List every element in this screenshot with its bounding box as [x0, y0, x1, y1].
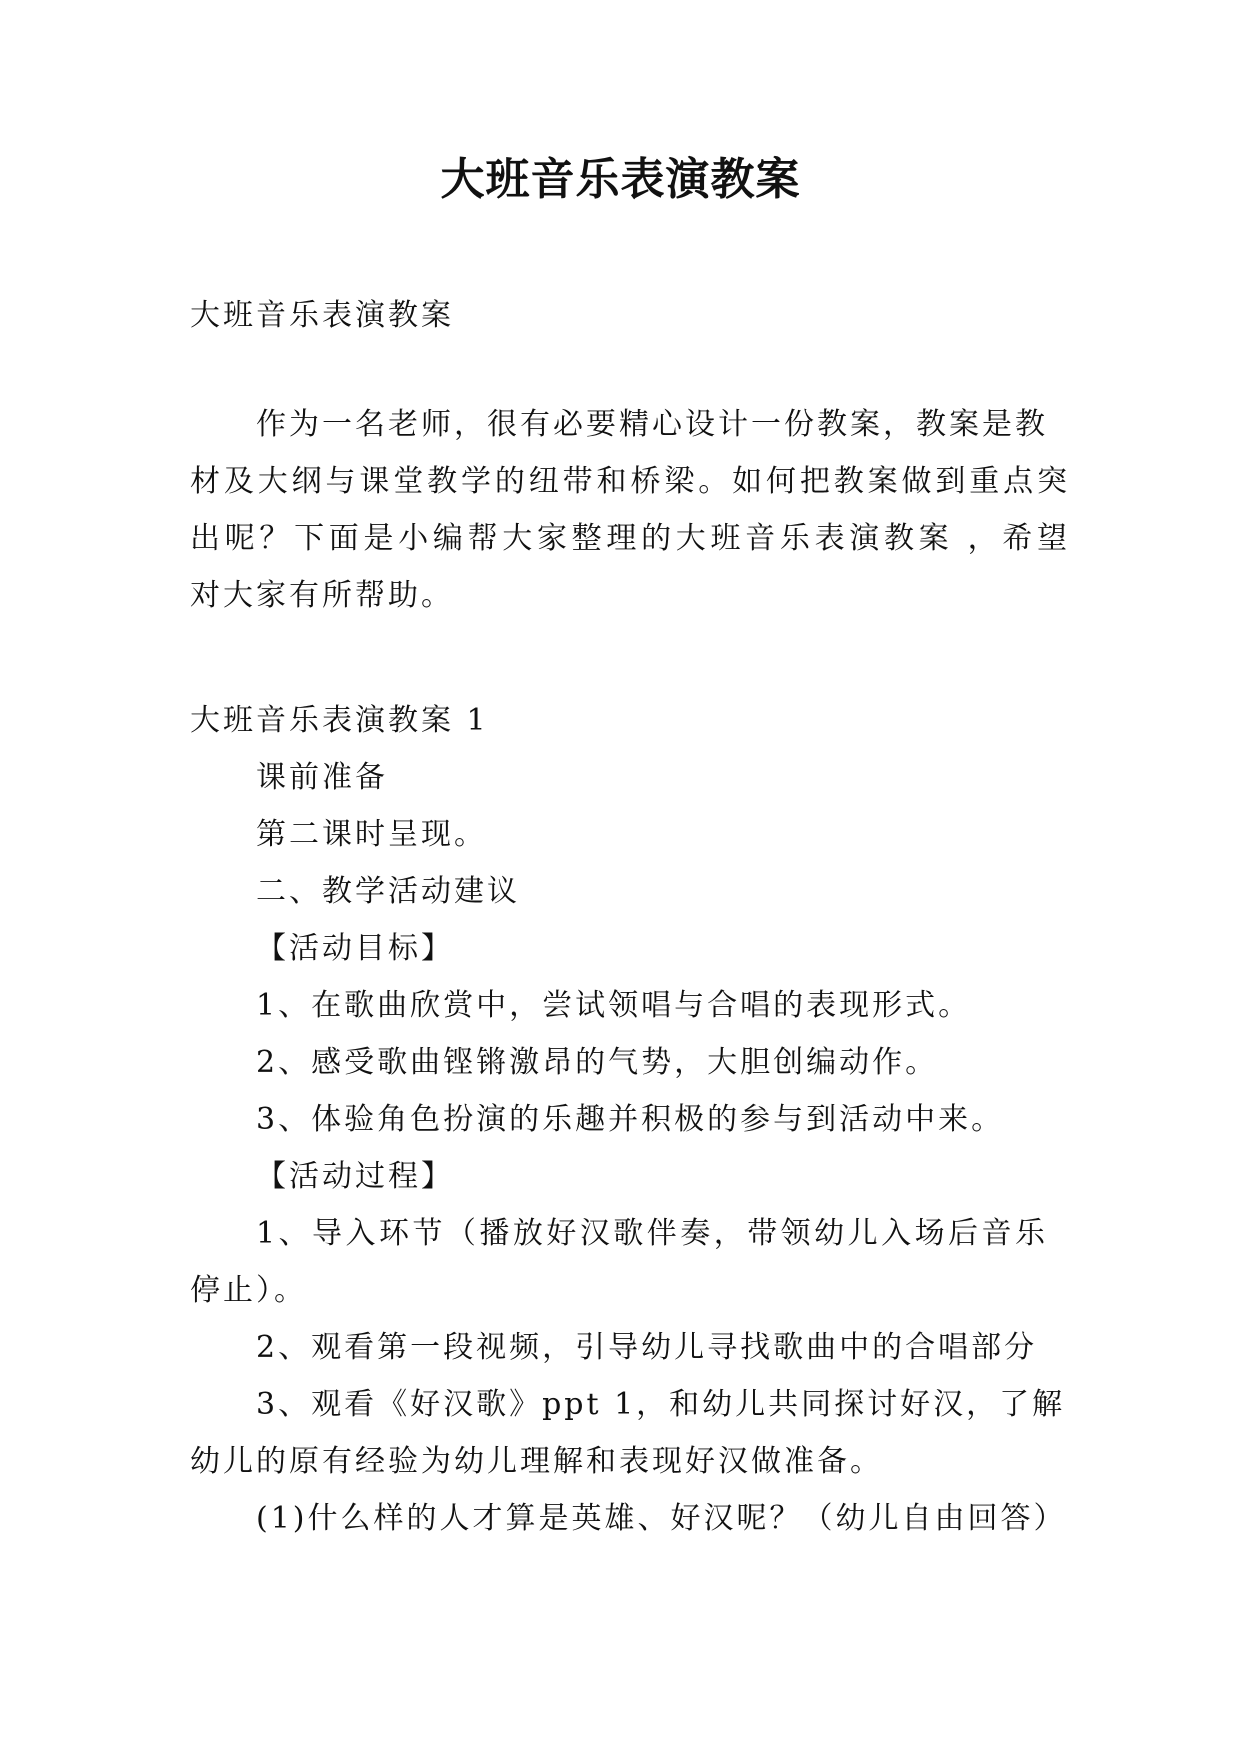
- intro-line: 材及大纲与课堂教学的纽带和桥梁。如何把教案做到重点突: [190, 464, 1070, 499]
- body-line: 3、观看《好汉歌》ppt 1，和幼儿共同探讨好汉，了解: [256, 1387, 1066, 1422]
- intro-line: 作为一名老师，很有必要精心设计一份教案，教案是教: [256, 407, 1048, 442]
- body-line: 2、观看第一段视频，引导幼儿寻找歌曲中的合唱部分: [256, 1330, 1038, 1365]
- body-line: (1)什么样的人才算是英雄、好汉呢？（幼儿自由回答）: [256, 1501, 1067, 1536]
- body-line: 课前准备: [256, 760, 388, 795]
- body-line: 停止）。: [190, 1273, 307, 1308]
- intro-line: 出呢？下面是小编帮大家整理的大班音乐表演教案 ，希望: [190, 521, 1070, 556]
- body-line: 【活动过程】: [256, 1159, 454, 1194]
- body-line: 幼儿的原有经验为幼儿理解和表现好汉做准备。: [190, 1444, 883, 1479]
- body-line: 3、体验角色扮演的乐趣并积极的参与到活动中来。: [256, 1102, 1005, 1137]
- body-line: 2、感受歌曲铿锵激昂的气势，大胆创编动作。: [256, 1045, 939, 1080]
- body-line: 第二课时呈现。: [256, 817, 487, 852]
- section-heading: 大班音乐表演教案 1: [190, 703, 489, 738]
- document-subtitle: 大班音乐表演教案: [190, 298, 454, 333]
- body-line: 二、教学活动建议: [256, 874, 520, 909]
- body-line: 1、在歌曲欣赏中，尝试领唱与合唱的表现形式。: [256, 988, 972, 1023]
- intro-line: 对大家有所帮助。: [190, 578, 454, 613]
- body-line: 【活动目标】: [256, 931, 454, 966]
- document-title: 大班音乐表演教案: [440, 154, 801, 205]
- body-line: 1、导入环节（播放好汉歌伴奏，带领幼儿入场后音乐: [256, 1216, 1048, 1251]
